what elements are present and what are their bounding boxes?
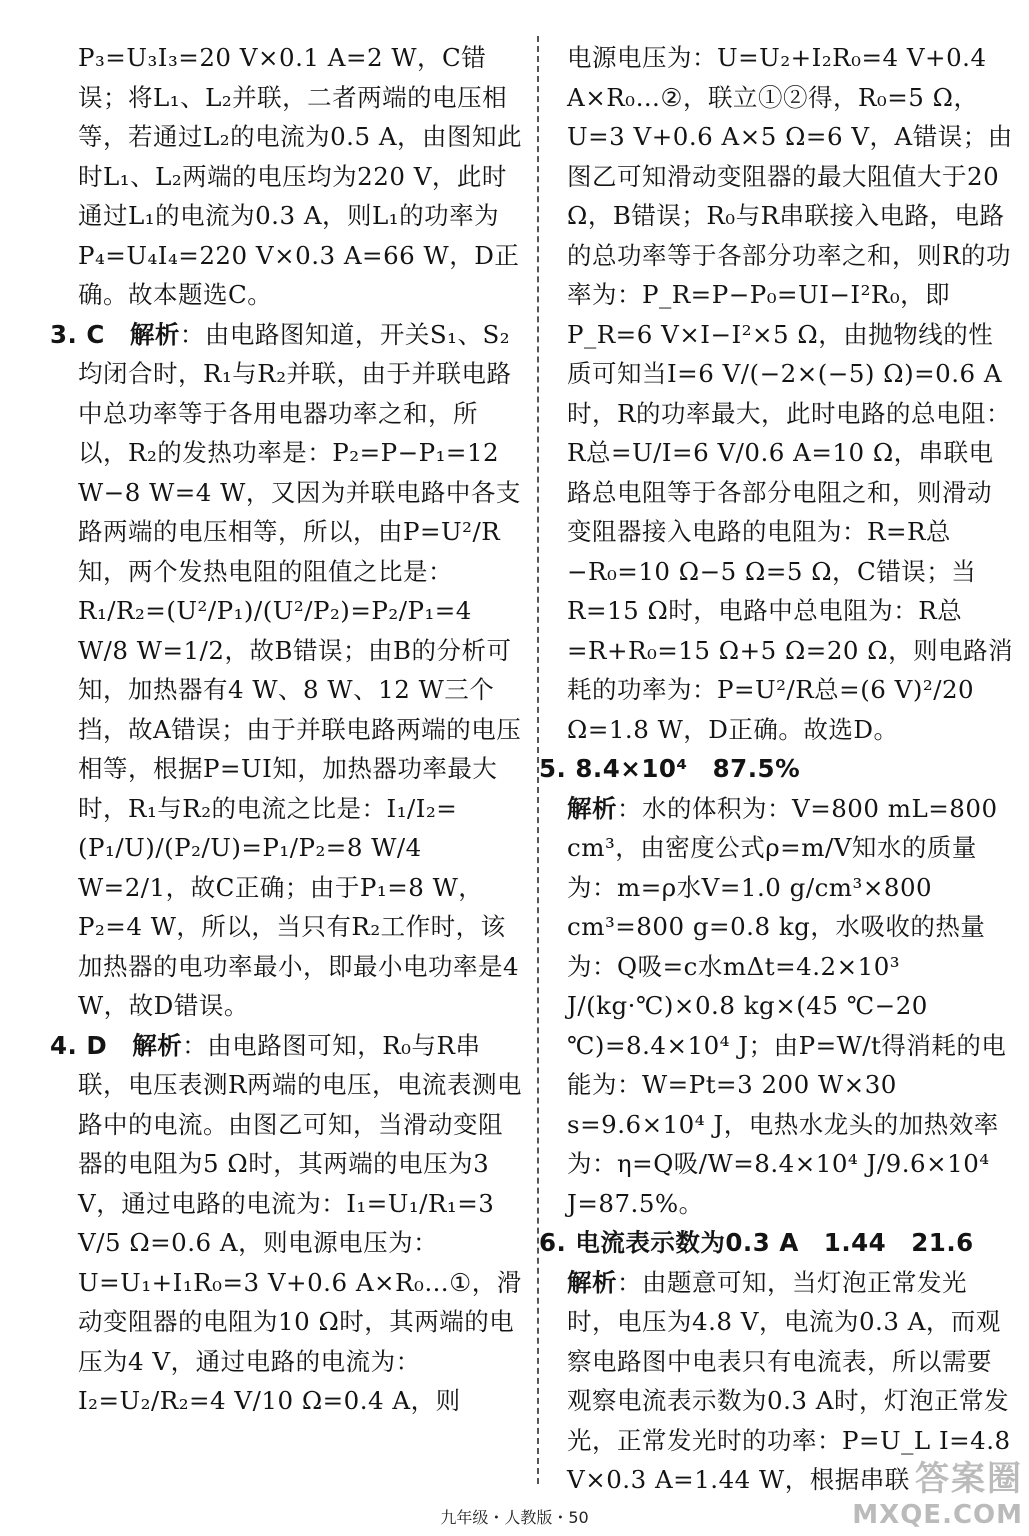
page-footer: 九年级・人教版・50 (440, 1508, 589, 1527)
answer-3: 3. C 解析：由电路图知道，开关S₁、S₂均闭合时，R₁与R₂并联，由于并联电路中总功率等于各用电器功率之和，所以，R₂的发热功率是：P₂=P−P₁=12 W−8 W=4 W，又因为并联电路中各支路两端的电压相等，所以，由P=U²/R知，两个发热电阻的阻值之比是：R₁/R₂=(U²/P₁)/(U²/P₂)=P₂/P₁=4 W/8 W=1/2，故B错误；由B的分析可知，加热器有4 W、8 W、12 W三个挡，故A错误；由于并联电路两端的电压相等，根据P=UI知，加热器功率最大时，R₁与R₂的电流之比是：I₁/I₂=(P₁/U)/(P₂/U)=P₁/P₂=8 W/4 W=2/1，故C正确；由于P₁=8 W，P₂=4 W，所以，当只有R₂工作时，该加热器的电功率最小，即最小电功率是4 W，故D错误。 (50, 319, 522, 1020)
answer-6: 6. 电流表示数为0.3 A 1.44 21.6 解析：由题意可知，当灯泡正常发光时，电压为4.8 V，电流为0.3 A，而观察电路图中电表只有电流表，所以需要观察电流表示数为0.3 A时，灯泡正常发光，正常发光时的功率：P=U_L I=4.8 V×0.3 A=1.44 W，根据串联 (539, 1228, 1011, 1494)
answer-5: 5. 8.4×10⁴ 87.5% (539, 754, 801, 783)
answer-5-analysis: 解析：水的体积为：V=800 mL=800 cm³，由密度公式ρ=m/V知水的质量为：m=ρ水V=1.0 g/cm³×800 cm³=800 g=0.8 kg，水吸收的热量为：Q吸=c水mΔt=4.2×10³ J/(kg·℃)×0.8 kg×(45 ℃−20 ℃)=8.4×10⁴ J；由P=W/t得消耗的电能为：W=Pt=3 200 W×30 s=9.6×10⁴ J，电热水龙头的加热效率为：η=Q吸/W=8.4×10⁴ J/9.6×10⁴ J=87.5%。 (567, 793, 1007, 1218)
paragraph-cont: 电源电压为：U=U₂+I₂R₀=4 V+0.4 A×R₀…②，联立①②得，R₀=5 Ω，U=3 V+0.6 A×5 Ω=6 V，A错误；由图乙可知滑动变阻器的最大阻值大于20 Ω，B错误；R₀与R串联接入电路，电路的总功率等于各部分功率之和，则R的功率为：P_R=P−P₀=UI−I²R₀，即P_R=6 V×I−I²×5 Ω，由抛物线的性质可知当I=6 V/(−2×(−5) Ω)=0.6 A时，R的功率最大，此时电路的总电阻：R总=U/I=6 V/0.6 A=10 Ω，串联电路总电阻等于各部分电阻之和，则滑动变阻器接入电路的电阻为：R=R总−R₀=10 Ω−5 Ω=5 Ω，C错误；当R=15 Ω时，电路中总电阻为：R总=R+R₀=15 Ω+5 Ω=20 Ω，则电路消耗的功率为：P=U²/R总=(6 V)²/20 Ω=1.8 W，D正确。故选D。 (567, 43, 1014, 744)
right-column (539, 38, 1015, 1500)
watermark-text: 答案圈 (915, 1459, 1023, 1499)
left-column (50, 38, 526, 1421)
watermark-url: MXQE.COM (852, 1500, 1023, 1530)
paragraph-cont: P₃=U₃I₃=20 V×0.1 A=2 W，C错误；将L₁、L₂并联，二者两端的电压相等，若通过L₂的电流为0.5 A，由图知此时L₁、L₂两端的电压均为220 V，此时通过L₁的电流为0.3 A，则L₁的功率为P₄=U₄I₄=220 V×0.3 A=66 W，D正确。故本题选C。 (78, 43, 523, 309)
watermark-logo (852, 1451, 1023, 1530)
answer-4: 4. D 解析：由电路图可知，R₀与R串联，电压表测R两端的电压，电流表测电路中的电流。由图乙可知，当滑动变阻器的电阻为5 Ω时，其两端的电压为3 V，通过电路的电流为：I₁=U₁/R₁=3 V/5 Ω=0.6 A，则电源电压为：U=U₁+I₁R₀=3 V+0.6 A×R₀…①，滑动变阻器的电阻为10 Ω时，其两端的电压为4 V，通过电路的电流为：I₂=U₂/R₂=4 V/10 Ω=0.4 A，则 (50, 1030, 522, 1415)
